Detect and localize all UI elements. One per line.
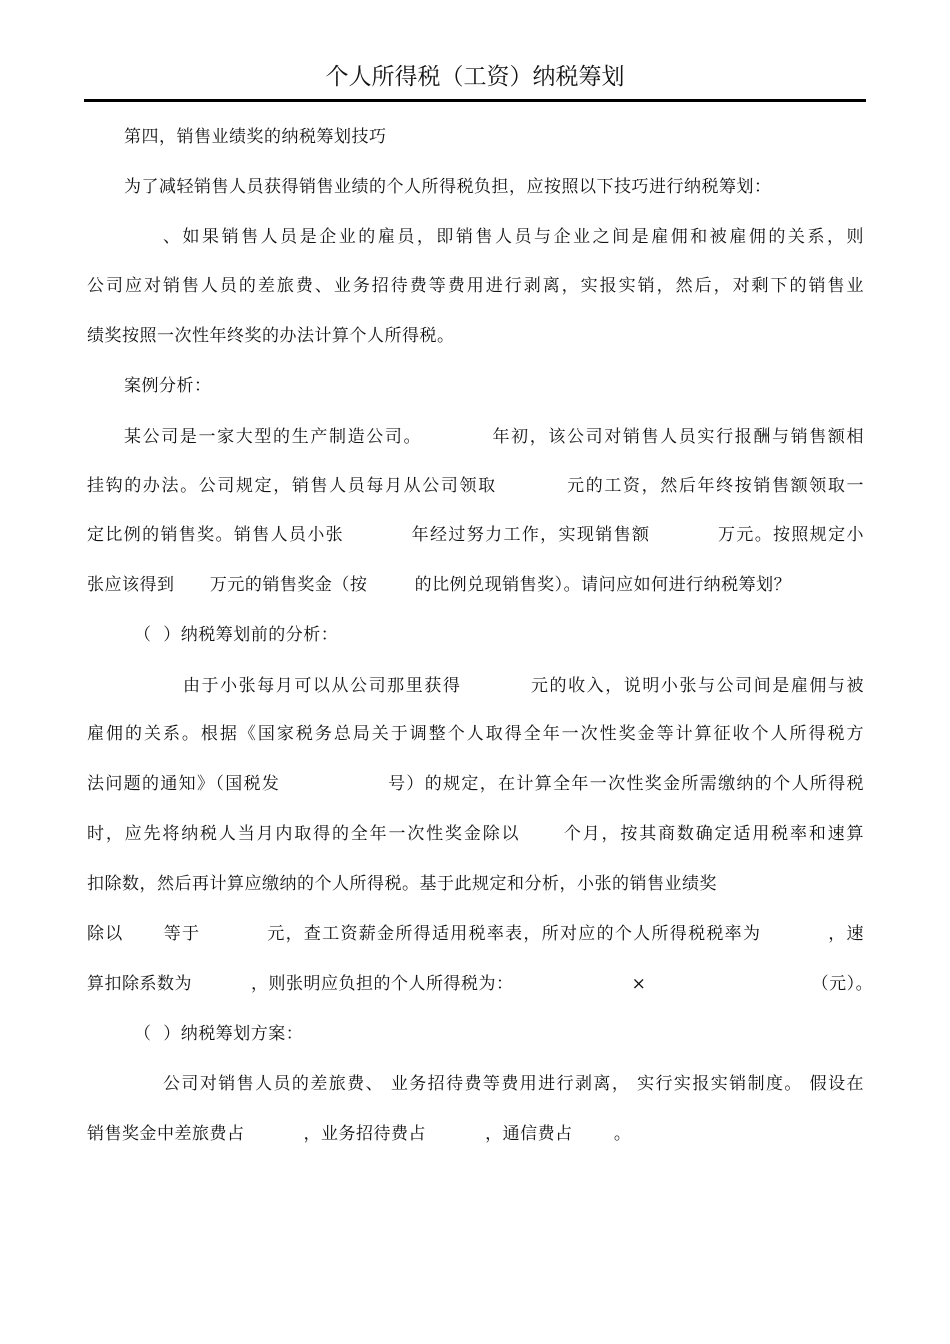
analysis-line: 算扣除系数为 ，则张明应负担的个人所得税为： × （元）。	[87, 974, 874, 994]
case-label: 案例分析：	[124, 376, 212, 396]
analysis-line: 除以 等于 元，查工资薪金所得适用税率表，所对应的个人所得税税率为 ，速	[87, 924, 864, 944]
case-line: 张应该得到 万元的销售奖金（按 的比例兑现销售奖）。请问应如何进行纳税筹划？	[87, 575, 792, 595]
analysis-line: 由于小张每月可以从公司那里获得 元的收入，说明小张与公司间是雇佣与被	[183, 676, 864, 696]
analysis-line: 雇佣的关系。根据《国家税务总局关于调整个人取得全年一次性奖金等计算征收个人所得税方	[87, 724, 864, 744]
title-divider	[84, 99, 866, 102]
section-label-1: （ ）纳税筹划前的分析：	[134, 625, 339, 645]
plan-line: 公司对销售人员的差旅费、 业务招待费等费用进行剥离， 实行实报实销制度。 假设在	[163, 1074, 864, 1094]
paragraph-line: 绩奖按照一次性年终奖的办法计算个人所得税。	[87, 326, 455, 346]
case-line: 定比例的销售奖。销售人员小张 年经过努力工作，实现销售额 万元。按照规定小	[87, 525, 864, 545]
intro-paragraph: 为了减轻销售人员获得销售业绩的个人所得税负担，应按照以下技巧进行纳税筹划：	[124, 177, 772, 197]
paragraph-line: 、如果销售人员是企业的雇员，即销售人员与企业之间是雇佣和被雇佣的关系，则	[163, 227, 864, 247]
analysis-line: 法问题的通知》（国税发 号）的规定，在计算全年一次性奖金所需缴纳的个人所得税	[87, 774, 864, 794]
document-title: 个人所得税（工资）纳税筹划	[325, 64, 625, 90]
section-label-2: （ ）纳税筹划方案：	[134, 1024, 304, 1044]
paragraph-line: 公司应对销售人员的差旅费、业务招待费等费用进行剥离，实报实销，然后，对剩下的销售业	[87, 276, 864, 296]
plan-line: 销售奖金中差旅费占 ，业务招待费占 ，通信费占 。	[87, 1124, 632, 1144]
analysis-line: 时，应先将纳税人当月内取得的全年一次性奖金除以 个月，按其商数确定适用税率和速算	[87, 824, 864, 844]
case-line: 某公司是一家大型的生产制造公司。 年初，该公司对销售人员实行报酬与销售额相	[124, 427, 864, 447]
case-line: 挂钩的办法。公司规定，销售人员每月从公司领取 元的工资，然后年终按销售额领取一	[87, 476, 864, 496]
section-heading: 第四，销售业绩奖的纳税筹划技巧	[124, 127, 387, 147]
analysis-line: 扣除数，然后再计算应缴纳的个人所得税。基于此规定和分析，小张的销售业绩奖	[87, 874, 717, 894]
